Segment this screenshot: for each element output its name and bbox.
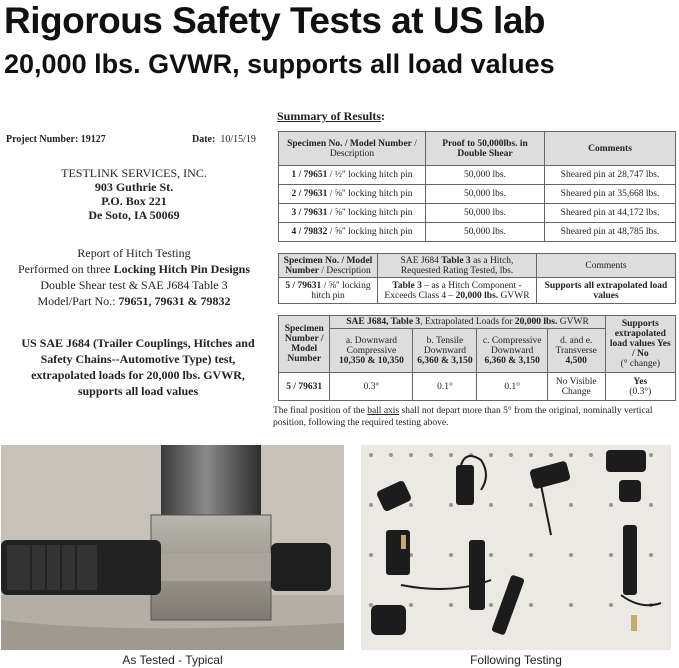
extrapolated-header-supports: Supports extrapolated load values Yes / No (° change) [605, 316, 675, 373]
summary-cell-comment: Sheared pin at 35,668 lbs. [545, 185, 676, 204]
report-date: Date: 10/15/19 [192, 134, 256, 145]
caption-following-testing: Following Testing [470, 653, 562, 667]
extrapolated-cell-specimen: 5 / 79631 [279, 373, 330, 401]
rating-cell-specimen: 5 / 79631 / ⅝" locking hitch pin [279, 278, 378, 304]
tested-photo [1, 445, 344, 650]
report-line-1: Report of Hitch Testing [77, 246, 191, 260]
table-row [279, 204, 676, 223]
project-line [6, 134, 268, 145]
subheadline: 20,000 lbs. GVWR, supports all load values [4, 49, 555, 79]
summary-header-specimen: Specimen No. / Model Number / Description [279, 132, 426, 166]
extrapolated-header-col-b: b. Tensile Downward 6,360 & 3,150 [413, 329, 477, 373]
project-number: Project Number: 19127 [6, 134, 106, 145]
report-line-2: Performed on three Locking Hitch Pin Designs [18, 262, 250, 276]
company-name: TESTLINK SERVICES, INC. [61, 166, 207, 180]
summary-cell-comment: Sheared pin at 48,785 lbs. [545, 223, 676, 242]
summary-label: Summary of Results: [277, 109, 385, 123]
headline: Rigorous Safety Tests at US lab [4, 0, 545, 41]
rating-header-test: SAE J684 Table 3 as a Hitch, Requested Rating Tested, lbs. [378, 254, 537, 278]
rating-header-specimen: Specimen No. / Model Number / Description [279, 254, 378, 278]
hitch-test-illustration [1, 445, 344, 650]
summary-cell-proof: 50,000 lbs. [426, 223, 545, 242]
extrapolated-header-row [279, 316, 676, 329]
summary-header-proof: Proof to 50,000lbs. in Double Shear [426, 132, 545, 166]
extrapolated-header-col-d: d. and e. Transverse 4,500 [547, 329, 605, 373]
extrapolated-header-col-a: a. Downward Compressive 10,350 & 10,350 [330, 329, 413, 373]
report-line-4: Model/Part No.: 79651, 79631 & 79832 [37, 294, 231, 308]
rating-cell-comment: Supports all extrapolated load values [537, 278, 676, 304]
table-row [279, 278, 676, 304]
statement: US SAE J684 (Trailer Couplings, Hitches and Safety Chains--Automotive Type) test, extrapolated loads for 20,000 lbs. GVWR, supports all load values [21, 336, 255, 398]
table-row [279, 223, 676, 242]
summary-cell-specimen: 2 / 79631 / ⅝" locking hitch pin [279, 185, 426, 204]
extrapolated-cell-result: Yes (0.3°) [605, 373, 675, 401]
caption-as-tested: As Tested - Typical [122, 653, 223, 667]
extrapolated-cell-d: No Visible Change [547, 373, 605, 401]
table-row [279, 166, 676, 185]
rating-header-comments: Comments [537, 254, 676, 278]
extrapolated-header-col-c: c. Compressive Downward 6,360 & 3,150 [477, 329, 547, 373]
after-test-photo [361, 445, 671, 650]
summary-cell-specimen: 4 / 79832 / ⅝" locking hitch pin [279, 223, 426, 242]
rating-table [278, 253, 676, 304]
summary-cell-proof: 50,000 lbs. [426, 204, 545, 223]
extrapolated-cell-b: 0.1° [413, 373, 477, 401]
summary-table [278, 131, 676, 242]
address-line-2: P.O. Box 221 [101, 194, 167, 208]
extrapolated-cell-a: 0.3° [330, 373, 413, 401]
summary-cell-proof: 50,000 lbs. [426, 166, 545, 185]
report-line-3: Double Shear test & SAE J684 Table 3 [40, 278, 228, 292]
summary-header-comments: Comments [545, 132, 676, 166]
table-row [279, 185, 676, 204]
summary-cell-specimen: 1 / 79651 / ½" locking hitch pin [279, 166, 426, 185]
rating-cell-test: Table 3 – as a Hitch Component - Exceeds Class 4 – 20,000 lbs. GVWR [378, 278, 537, 304]
address-line-3: De Soto, IA 50069 [88, 208, 180, 222]
summary-cell-proof: 50,000 lbs. [426, 185, 545, 204]
extrapolated-table [278, 315, 676, 401]
pegboard-pins-illustration [361, 445, 671, 650]
ball-axis-note: The final position of the ball axis shall not depart more than 5° from the original, nominally vertical position, following the required testing above. [273, 406, 653, 428]
extrapolated-cell-c: 0.1° [477, 373, 547, 401]
extrapolated-header-loads: SAE J684, Table 3, Extrapolated Loads for 20,000 lbs. GVWR [330, 316, 605, 329]
table-row [279, 373, 676, 401]
summary-cell-comment: Sheared pin at 28,747 lbs. [545, 166, 676, 185]
summary-cell-specimen: 3 / 79631 / ⅝" locking hitch pin [279, 204, 426, 223]
rating-header-row [279, 254, 676, 278]
summary-header-row [279, 132, 676, 166]
extrapolated-header-specimen: Specimen Number / Model Number [279, 316, 330, 373]
company-block [0, 166, 268, 222]
address-line-1: 903 Guthrie St. [94, 180, 174, 194]
summary-cell-comment: Sheared pin at 44,172 lbs. [545, 204, 676, 223]
report-description [0, 245, 268, 309]
